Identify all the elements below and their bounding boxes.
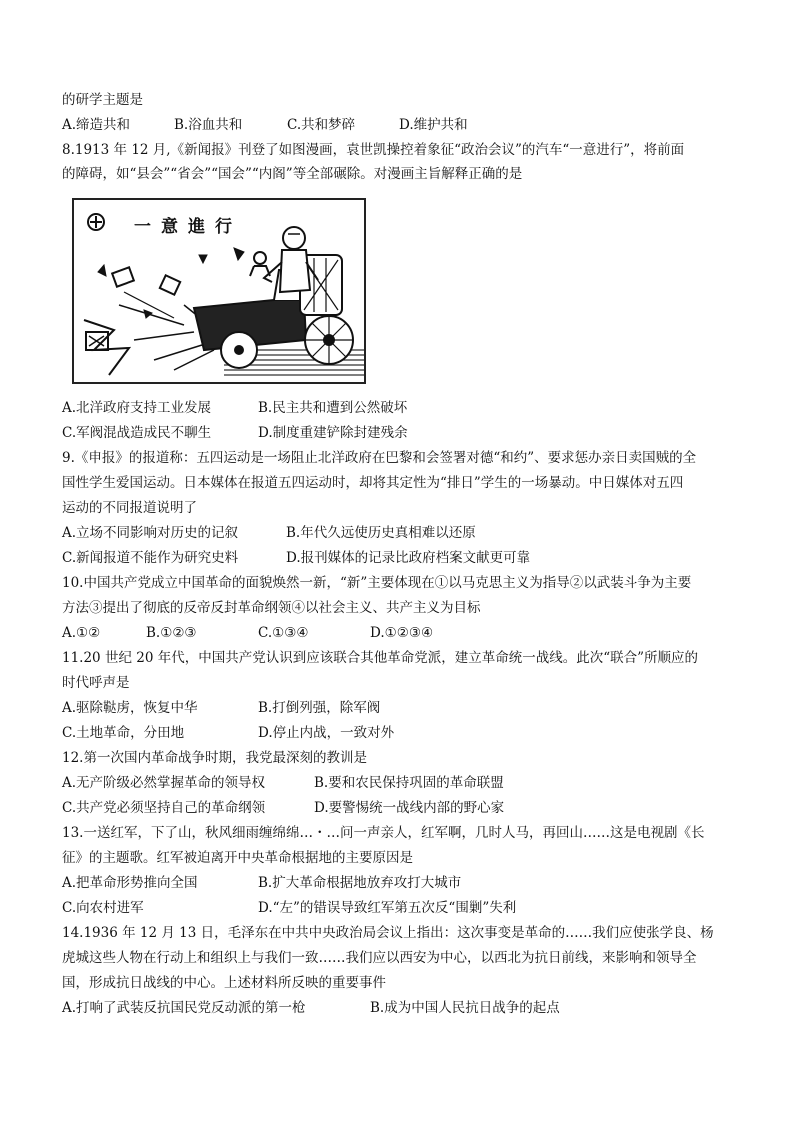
cartoon-image: [72, 198, 366, 384]
q11-options-row1: [62, 698, 762, 718]
q13-options-row1: [62, 873, 762, 893]
q7-option-c[interactable]: C.共和梦碎: [287, 117, 356, 133]
q12-options-row1: [62, 773, 762, 793]
q9-option-a[interactable]: A.立场不同影响对历史的记叙: [62, 525, 239, 541]
q8-options-row1: [62, 398, 762, 418]
q13-option-d[interactable]: D.“左”的错误导致红军第五次反“围剿”失利: [258, 900, 517, 916]
q14-option-b[interactable]: B.成为中国人民抗日战争的起点: [370, 1000, 560, 1016]
q12-options-row2: [62, 798, 762, 818]
q13-option-a[interactable]: A.把革命形势推向全国: [62, 875, 198, 891]
q12-option-b[interactable]: B.要和农民保持巩固的革命联盟: [314, 775, 504, 791]
q9-stem-line3: 运动的不同报道说明了: [62, 500, 197, 516]
q12-option-d[interactable]: D.要警惕统一战线内部的野心家: [314, 800, 505, 816]
q13-option-c[interactable]: C.向农村进军: [62, 900, 144, 916]
q8-stem-line1: 8.1913 年 12 月,《新闻报》刊登了如图漫画，袁世凯操控着象征“政治会议”的汽车“一意进行”，将前面: [62, 142, 685, 158]
q8-option-c[interactable]: C.军阀混战造成民不聊生: [62, 425, 212, 441]
q10-option-c[interactable]: C.①③④: [258, 625, 309, 641]
q11-option-d[interactable]: D.停止内战，一致对外: [258, 725, 395, 741]
q11-options-row2: [62, 723, 762, 743]
q13-stem-line2: 征》的主题歌。红军被迫离开中央革命根据地的主要原因是: [62, 850, 413, 866]
cartoon-drawing: [74, 200, 364, 382]
q9-options-row2: [62, 548, 762, 568]
q14-option-a[interactable]: A.打响了武装反抗国民党反动派的第一枪: [62, 1000, 306, 1016]
cartoon-car: [194, 255, 353, 368]
q10-stem-line1: 10.中国共产党成立中国革命的面貌焕然一新，“新”主要体现在①以马克思主义为指导②以武装斗争为主要: [62, 575, 692, 591]
q7-option-d[interactable]: D.维护共和: [399, 117, 468, 133]
q9-options-row1: [62, 523, 762, 543]
q10-option-a[interactable]: A.①②: [62, 625, 101, 641]
q13-options-row2: [62, 898, 762, 918]
q10-stem-line2: 方法③提出了彻底的反帝反封革命纲领④以社会主义、共产主义为目标: [62, 600, 481, 616]
q12-stem: 12.第一次国内革命战争时期，我党最深刻的教训是: [62, 750, 367, 766]
q11-stem-line2: 时代呼声是: [62, 675, 130, 691]
q11-option-b[interactable]: B.打倒列强，除军阀: [258, 700, 381, 716]
q14-stem-line2: 虎城这些人物在行动上和组织上与我们一致……我们应以西安为中心，以西北为抗日前线，来影响和领导全: [62, 950, 697, 966]
q9-stem-line2: 国性学生爱国运动。日本媒体在报道五四运动时，却将其定性为“排日”学生的一场暴动。中日媒体对五四: [62, 475, 684, 491]
q9-option-b[interactable]: B.年代久远使历史真相难以还原: [286, 525, 476, 541]
cartoon-title: 一意進行: [134, 217, 242, 237]
q10-option-b[interactable]: B.①②③: [146, 625, 197, 641]
q7-option-b[interactable]: B.浴血共和: [174, 117, 243, 133]
q13-stem-line1: 13.一送红军，下了山，秋风细雨缠绵绵…・…问一声亲人，红军啊，几时人马，再回山……这是电视剧《长: [62, 825, 705, 841]
q9-stem-line1: 9.《申报》的报道称：五四运动是一场阻止北洋政府在巴黎和会签署对德“和约”、要求惩办亲日卖国贼的全: [62, 450, 697, 466]
q11-option-a[interactable]: A.驱除鞑虏，恢复中华: [62, 700, 198, 716]
q8-option-b[interactable]: B.民主共和遭到公然破坏: [258, 400, 408, 416]
q8-options-row2: [62, 423, 762, 443]
q8-stem-line2: 的障碍，如“县会”“省会”“国会”“内阁”等全部碾除。对漫画主旨解释正确的是: [62, 166, 523, 182]
q11-stem-line1: 11.20 世纪 20 年代，中国共产党认识到应该联合其他革命党派，建立革命统一战线。此次“联合”所顺应的: [62, 650, 699, 666]
q8-option-a[interactable]: A.北洋政府支持工业发展: [62, 400, 212, 416]
q12-option-a[interactable]: A.无产阶级必然掌握革命的领导权: [62, 775, 266, 791]
q12-option-c[interactable]: C.共产党必须坚持自己的革命纲领: [62, 800, 266, 816]
q14-options-row1: [62, 998, 762, 1018]
q7-stem-tail: 的研学主题是: [62, 92, 143, 108]
q7-option-a[interactable]: A.缔造共和: [62, 117, 131, 133]
q8-option-d[interactable]: D.制度重建铲除封建残余: [258, 425, 408, 441]
q14-stem-line3: 国，形成抗日战线的中心。上述材料所反映的重要事件: [62, 975, 386, 991]
q11-option-c[interactable]: C.土地革命，分田地: [62, 725, 185, 741]
q7-options: [62, 115, 762, 135]
q10-option-d[interactable]: D.①②③④: [370, 625, 434, 641]
cartoon-flying-figure: [250, 252, 270, 276]
q14-stem-line1: 14.1936 年 12 月 13 日，毛泽东在中共中央政治局会议上指出：这次事变是革命的……我们应使张学良、杨: [62, 925, 714, 941]
q9-option-d[interactable]: D.报刊媒体的记录比政府档案文献更可靠: [286, 550, 531, 566]
q9-option-c[interactable]: C.新闻报道不能作为研究史料: [62, 550, 239, 566]
cartoon-mark-icon: [88, 214, 104, 230]
q13-option-b[interactable]: B.扩大革命根据地放弃攻打大城市: [258, 875, 462, 891]
q10-options: [62, 623, 762, 643]
